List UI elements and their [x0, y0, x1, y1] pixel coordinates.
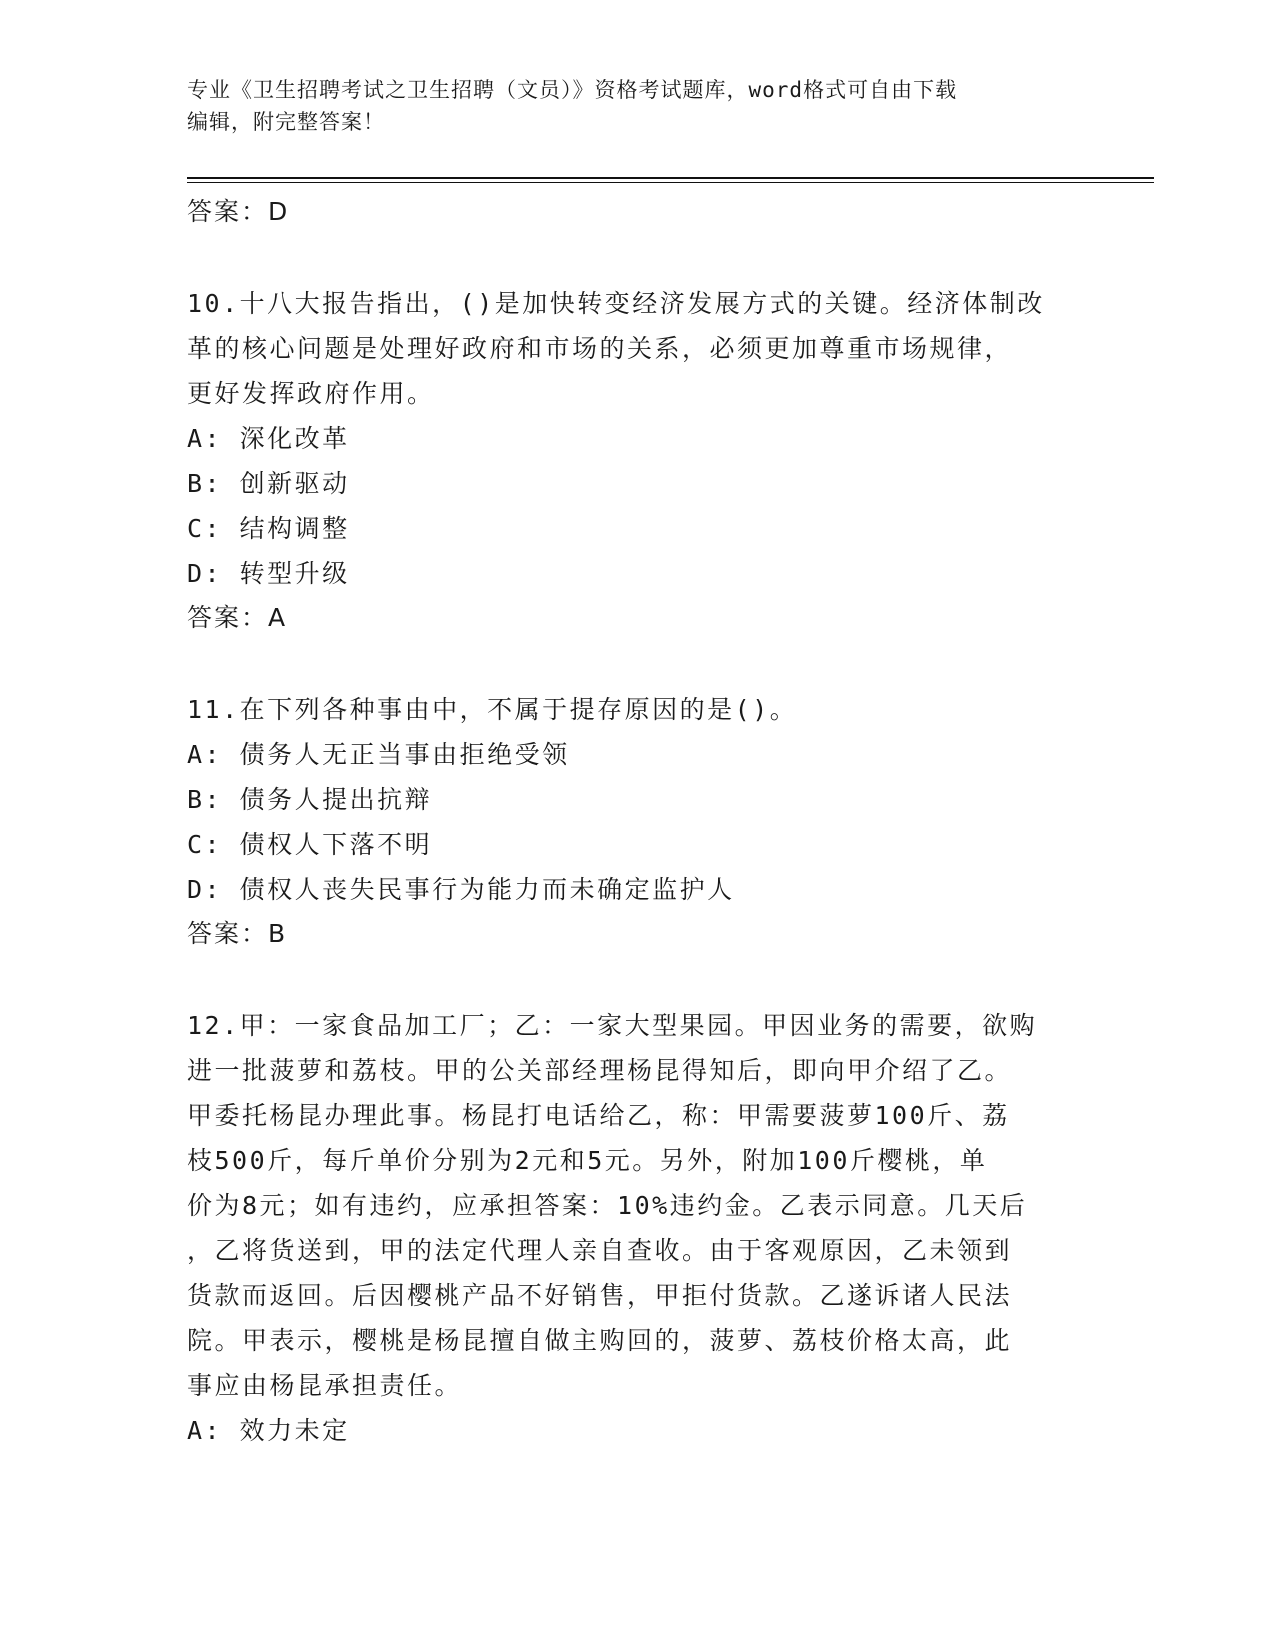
- header-divider-thick: [187, 177, 1154, 179]
- spacer: [187, 640, 1087, 687]
- spacer: [187, 234, 1087, 281]
- option-d: D: 债权人丧失民事行为能力而未确定监护人: [187, 875, 735, 904]
- question-line: 事应由杨昆承担责任。: [187, 1371, 463, 1400]
- header-line-1: 专业《卫生招聘考试之卫生招聘（文员）》资格考试题库，word格式可自由下载: [187, 78, 958, 102]
- option-c: C: 结构调整: [187, 514, 350, 543]
- option-a: A: 效力未定: [187, 1416, 350, 1445]
- document-header: [187, 74, 1087, 138]
- document-body: [187, 190, 1087, 1453]
- header-divider-thin: [187, 182, 1154, 183]
- question-line: 甲委托杨昆办理此事。杨昆打电话给乙，称：甲需要菠萝100斤、荔: [187, 1101, 1010, 1130]
- question-line: 革的核心问题是处理好政府和市场的关系，必须更加尊重市场规律，: [187, 334, 1013, 363]
- header-line-2: 编辑，附完整答案！: [187, 110, 385, 134]
- answer-line: 答案：D: [187, 197, 290, 226]
- question-line: 货款而返回。后因樱桃产品不好销售，甲拒付货款。乙遂诉诸人民法: [187, 1281, 1013, 1310]
- option-a: A: 深化改革: [187, 424, 350, 453]
- option-d: D: 转型升级: [187, 559, 350, 588]
- question-block: [187, 281, 1087, 640]
- question-block: [187, 687, 1087, 956]
- answer-line: 答案：A: [187, 603, 288, 632]
- option-c: C: 债权人下落不明: [187, 830, 433, 859]
- option-b: B: 债务人提出抗辩: [187, 785, 433, 814]
- question-line: 院。甲表示，樱桃是杨昆擅自做主购回的，菠萝、荔枝价格太高，此: [187, 1326, 1013, 1355]
- question-block: [187, 1003, 1087, 1453]
- option-a: A: 债务人无正当事由拒绝受领: [187, 740, 570, 769]
- question-line: 11.在下列各种事由中，不属于提存原因的是()。: [187, 695, 798, 724]
- answer-line: 答案：B: [187, 919, 288, 948]
- question-line: 枝500斤，每斤单价分别为2元和5元。另外，附加100斤樱桃，单: [187, 1146, 988, 1175]
- question-line: 12.甲：一家食品加工厂；乙：一家大型果园。甲因业务的需要，欲购: [187, 1011, 1038, 1040]
- question-line: 10.十八大报告指出，()是加快转变经济发展方式的关键。经济体制改: [187, 289, 1045, 318]
- spacer: [187, 956, 1087, 1003]
- question-line: 价为8元；如有违约，应承担答案：10%违约金。乙表示同意。几天后: [187, 1191, 1028, 1220]
- option-b: B: 创新驱动: [187, 469, 350, 498]
- question-line: ，乙将货送到，甲的法定代理人亲自查收。由于客观原因，乙未领到: [187, 1236, 1013, 1265]
- question-line: 更好发挥政府作用。: [187, 379, 435, 408]
- question-line: 进一批菠萝和荔枝。甲的公关部经理杨昆得知后，即向甲介绍了乙。: [187, 1056, 1013, 1085]
